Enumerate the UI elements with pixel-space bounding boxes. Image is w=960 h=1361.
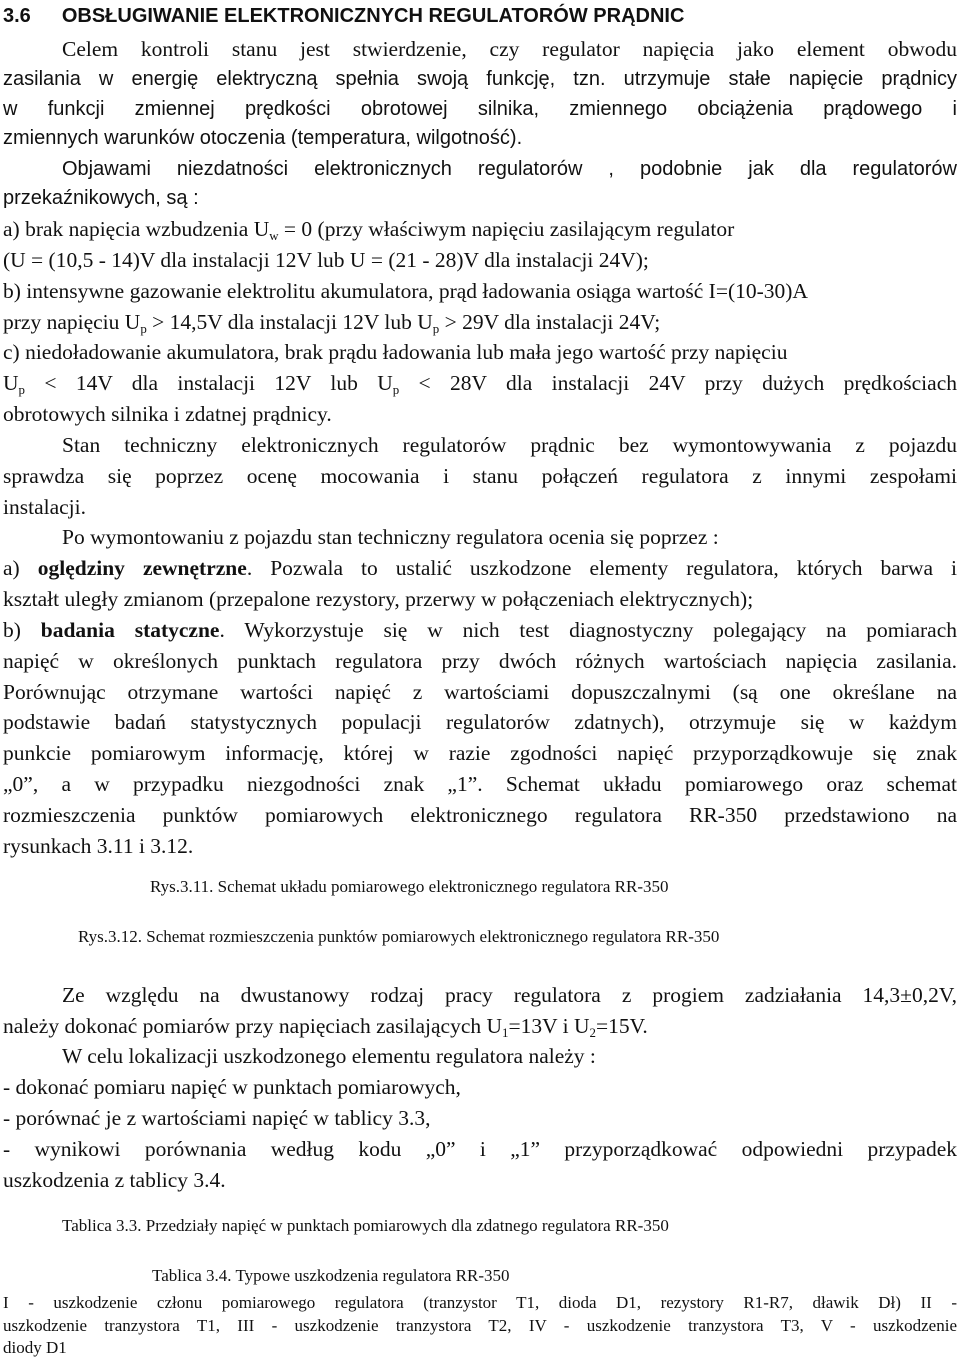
paragraph-line: Porównując otrzymane wartości napięć z wartościami dopuszczalnymi (są one określane na [3,680,957,704]
list-item-line: uszkodzenia z tablicy 3.4. [3,1168,226,1192]
bold-term: oględziny zewnętrzne [37,556,247,580]
paragraph-line: podstawie badań statystycznych populacji regulatorów zdatnych), otrzymuje się w każdym [3,710,957,734]
paragraph-line: Celem kontroli stanu jest stwierdzenie, czy regulator napięcia jako element obwodu [62,37,957,61]
paragraph-line: należy dokonać pomiarów przy napięciach zasilających $U_1=13V$ i $U_2=15V$. [3,1014,648,1040]
list-item-line: kształt uległy zmianom (przepalone rezystory, przerwy w połączeniach elektrycznych); [3,587,754,611]
paragraph-line: rysunkach 3.11 i 3.12. [3,834,194,858]
list-item-line: - wynikowi porównania według kodu „0” i „1” przyporządkować odpowiedni przypadek [3,1137,957,1161]
paragraph-line: „0”, a w przypadku niezgodności znak „1”. Schemat układu pomiarowego oraz schemat [3,772,957,796]
paragraph-line: Objawami niezdatności elektronicznych regulatorów , podobnie jak dla regulatorów [62,158,957,180]
table-caption: Tablica 3.3. Przedziały napięć w punktach pomiarowych dla zdatnego regulatora RR-350 [62,1216,669,1235]
list-item-line: b) intensywne gazowanie elektrolitu akumulatora, prąd ładowania osiąga wartość I=(10-30)A [3,279,808,303]
list-item-line: $U_p < 14V$ dla instalacji 12V lub $U_p < 28V$ dla instalacji 24V przy dużych prędkościach [3,371,957,397]
list-item-line: - porównać je z wartościami napięć w tablicy 3.3, [3,1106,431,1130]
paragraph-line: Stan techniczny elektronicznych regulatorów prądnic bez wymontowywania z pojazdu [62,433,957,457]
list-item-line: a) brak napięcia wzbudzenia $U_w = 0$ (przy właściwym napięciu zasilającym regulator [3,217,735,243]
bold-term: badania statyczne [40,618,220,642]
paragraph-line: zmiennych warunków otoczenia (temperatura, wilgotność). [3,127,523,149]
paragraph-line: przekaźnikowych, są : [3,187,199,209]
figure-caption: Rys.3.12. Schemat rozmieszczenia punktów pomiarowych elektronicznego regulatora RR-350 [78,927,720,946]
section-heading [3,6,957,26]
list-item-line: - dokonać pomiaru napięć w punktach pomiarowych, [3,1075,461,1099]
section-number: 3.6 [3,5,31,27]
paragraph-line: punkcie pomiarowym informację, której w razie zgodności napięć przyporządkowuje się znak [3,741,957,765]
paragraph-line: Ze względu na dwustanowy rodzaj pracy regulatora z progiem zadziałania 14,3±0,2V, [62,983,957,1007]
list-item-line: obrotowych silnika i zdatnej prądnicy. [3,402,332,426]
paragraph-line: zasilania w energię elektryczną spełnia swoją funkcję, tzn. utrzymuje stałe napięcie prądnicy [3,68,957,90]
paragraph-line: W celu lokalizacji uszkodzonego elementu regulatora należy : [62,1044,596,1068]
section-title: OBSŁUGIWANIE ELEKTRONICZNYCH REGULATORÓW PRĄDNIC [61,5,685,27]
list-item-line: c) niedoładowanie akumulatora, brak prądu ładowania lub mała jego wartość przy napięciu [3,340,788,364]
figure-caption: Rys.3.11. Schemat układu pomiarowego elektronicznego regulatora RR-350 [150,877,669,896]
list-item-line: b) badania statyczne. Wykorzystuje się w nich test diagnostyczny polegający na pomiarach [3,618,957,642]
paragraph-line: rozmieszczenia punktów pomiarowych elektronicznego regulatora RR-350 przedstawiono na [3,803,957,827]
paragraph-line: napięć w określonych punktach regulatora przy dwóch różnych wartościach napięcia zasilania. [3,649,957,673]
legend-line: uszkodzenie tranzystora T1, III - uszkodzenie tranzystora T2, IV - uszkodzenie tranzystora T3, V - uszkodzenie [3,1316,957,1335]
paragraph-line: Po wymontowaniu z pojazdu stan techniczny regulatora ocenia się poprzez : [62,525,719,549]
legend-line: diody D1 [3,1338,67,1357]
paragraph-line: sprawdza się poprzez ocenę mocowania i stanu połączeń regulatora z innymi zespołami [3,464,957,488]
list-item-line: przy napięciu $U_p > 14,5V$ dla instalacji 12V lub $U_p > 29V$ dla instalacji 24V; [3,310,661,336]
table-caption: Tablica 3.4. Typowe uszkodzenia regulatora RR-350 [152,1266,510,1285]
list-item-line: (U = (10,5 - 14)V dla instalacji 12V lub U = (21 - 28)V dla instalacji 24V); [3,248,649,272]
paragraph-line: w funkcji zmiennej prędkości obrotowej silnika, zmiennego obciążenia prądowego i [3,98,957,120]
list-item-line: a) oględziny zewnętrzne. Pozwala to ustalić uszkodzone elementy regulatora, których barwa i [3,556,958,580]
paragraph-line: instalacji. [3,495,86,519]
legend-line: I - uszkodzenie członu pomiarowego regulatora (tranzystor T1, dioda D1, rezystory R1-R7, dławik Dł) II - [3,1293,957,1312]
